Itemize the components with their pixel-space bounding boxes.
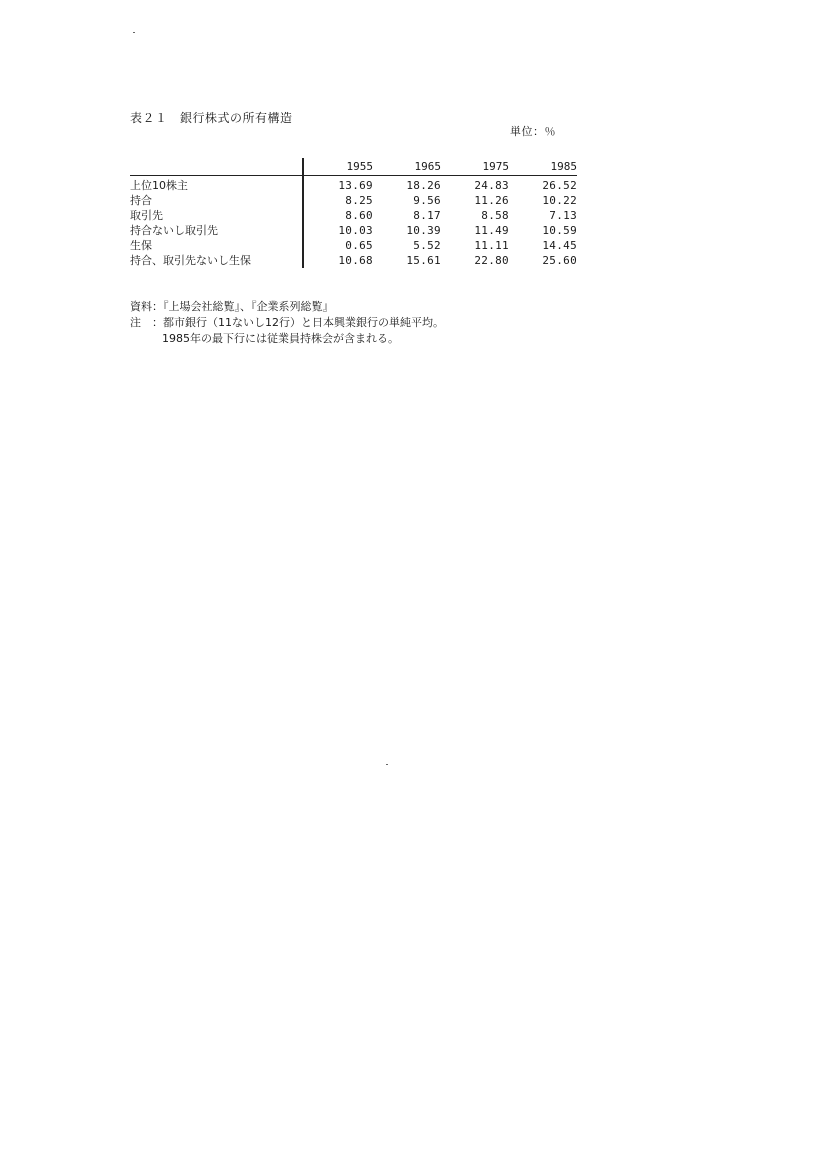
- ownership-table: [130, 158, 577, 268]
- row-label: 取引先: [130, 208, 303, 223]
- row-label: 生保: [130, 238, 303, 253]
- table-row: [130, 253, 577, 268]
- row-label: 持合、取引先ないし生保: [130, 253, 303, 268]
- unit-label: 単位：％: [510, 125, 556, 138]
- table-cell: 14.45: [542, 239, 577, 252]
- table-cell: 8.25: [345, 194, 373, 207]
- header-corner: [130, 158, 303, 176]
- table-cell: 5.52: [413, 239, 441, 252]
- table-cell: 9.56: [413, 194, 441, 207]
- footnote-continuation: 1985年の最下行には従業員持株会が含まれる。: [162, 332, 399, 345]
- table-cell: 25.60: [542, 254, 577, 267]
- table-cell: 10.39: [406, 224, 441, 237]
- table-cell: 10.03: [338, 224, 373, 237]
- table-cell: 26.52: [542, 179, 577, 192]
- table-cell: 8.17: [413, 209, 441, 222]
- footnote: 注 ：都市銀行（11ないし12行）と日本興業銀行の単純平均。: [130, 316, 444, 329]
- table-cell: 7.13: [549, 209, 577, 222]
- column-header: 1975: [441, 158, 509, 176]
- table-cell: 10.68: [338, 254, 373, 267]
- column-header: 1965: [373, 158, 441, 176]
- table-cell: 15.61: [406, 254, 441, 267]
- table-cell: 18.26: [406, 179, 441, 192]
- table-cell: 10.59: [542, 224, 577, 237]
- table-cell: 11.11: [474, 239, 509, 252]
- table-notes: [130, 299, 444, 347]
- table-row: [130, 238, 577, 253]
- source-note: 資料：『上場会社総覧』、『企業系列総覧』: [130, 300, 334, 313]
- table-cell: 10.22: [542, 194, 577, 207]
- table-header-row: [130, 158, 577, 176]
- table-cell: 11.49: [474, 224, 509, 237]
- table-row: [130, 208, 577, 223]
- scan-speck: [133, 32, 135, 33]
- table-cell: 22.80: [474, 254, 509, 267]
- column-header: 1955: [303, 158, 373, 176]
- row-label: 持合ないし取引先: [130, 223, 303, 238]
- table-cell: 13.69: [338, 179, 373, 192]
- table-cell: 8.60: [345, 209, 373, 222]
- table-cell: 11.26: [474, 194, 509, 207]
- table-cell: 0.65: [345, 239, 373, 252]
- table-row: [130, 176, 577, 194]
- table-row: [130, 223, 577, 238]
- table-cell: 24.83: [474, 179, 509, 192]
- table-row: [130, 193, 577, 208]
- row-label: 上位10株主: [130, 176, 303, 194]
- table-cell: 8.58: [481, 209, 509, 222]
- scan-speck: [386, 764, 388, 765]
- table-title: 表２１ 銀行株式の所有構造: [130, 111, 293, 125]
- row-label: 持合: [130, 193, 303, 208]
- column-header: 1985: [509, 158, 577, 176]
